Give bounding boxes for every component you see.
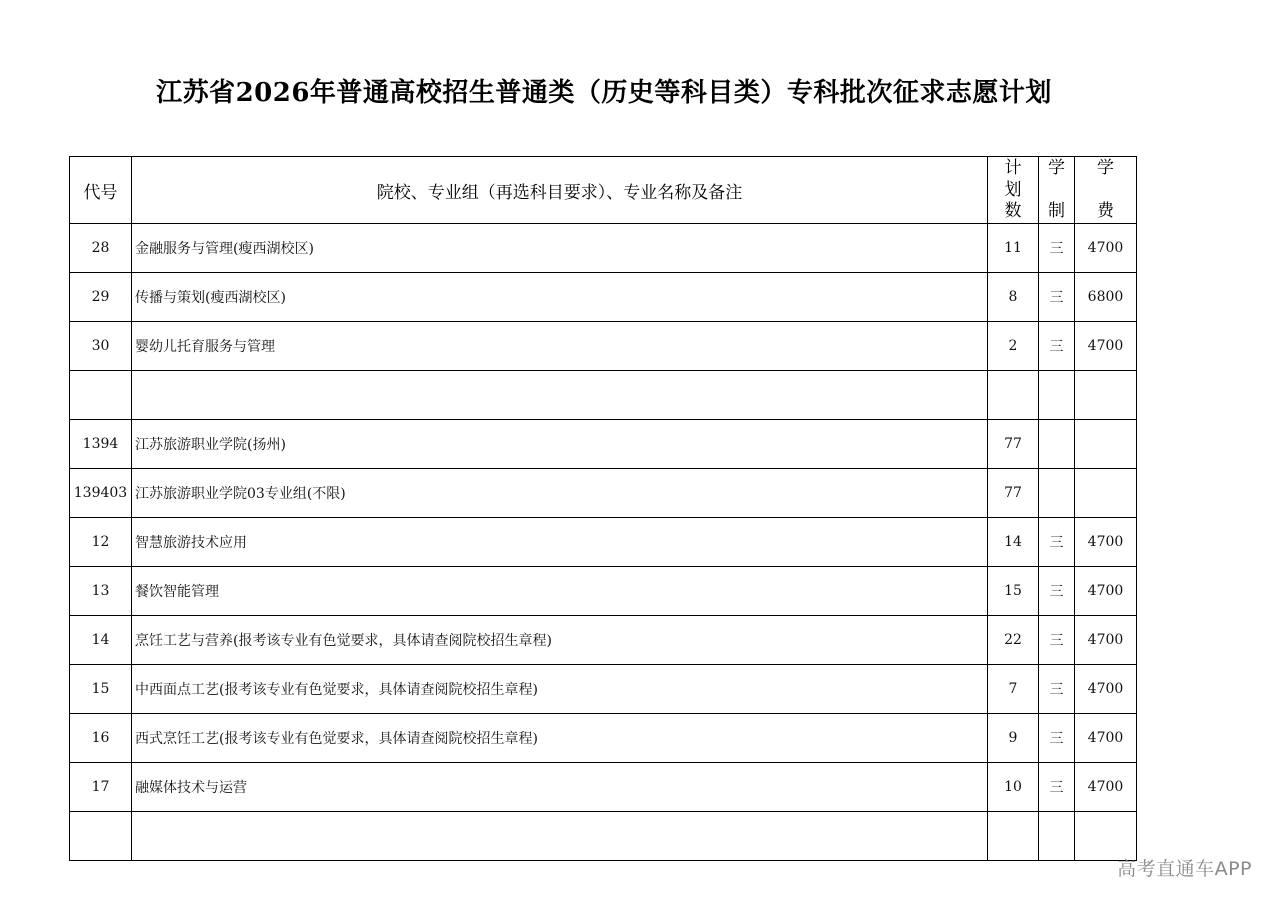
cell-fee: 4700 (1075, 763, 1137, 812)
cell-code: 30 (70, 322, 132, 371)
cell-fee: 4700 (1075, 616, 1137, 665)
cell-name: 中西面点工艺(报考该专业有色觉要求，具体请查阅院校招生章程) (132, 665, 988, 714)
cell-name: 餐饮智能管理 (132, 567, 988, 616)
table-row (70, 273, 1137, 322)
table-header-row (70, 157, 1137, 224)
header-plan (988, 157, 1039, 224)
header-fee (1075, 157, 1137, 224)
table-row (70, 518, 1137, 567)
cell-name: 融媒体技术与运营 (132, 763, 988, 812)
cell-fee: 4700 (1075, 224, 1137, 273)
cell-length: 三 (1039, 322, 1075, 371)
table-row (70, 714, 1137, 763)
cell-code: 15 (70, 665, 132, 714)
cell-length: 三 (1039, 665, 1075, 714)
table-row-empty (70, 371, 1137, 420)
header-length-char-1: 学 (1048, 158, 1065, 178)
cell-code: 13 (70, 567, 132, 616)
header-name: 院校、专业组（再选科目要求）、专业名称及备注 (132, 157, 988, 224)
cell-fee: 4700 (1075, 322, 1137, 371)
cell-code: 29 (70, 273, 132, 322)
cell-fee (1075, 371, 1137, 420)
cell-plan (988, 812, 1039, 861)
cell-plan: 77 (988, 469, 1039, 518)
watermark: 高考直通车APP (1117, 858, 1252, 880)
cell-code (70, 812, 132, 861)
cell-name: 烹饪工艺与营养(报考该专业有色觉要求，具体请查阅院校招生章程) (132, 616, 988, 665)
cell-code: 14 (70, 616, 132, 665)
table-row (70, 224, 1137, 273)
cell-name: 婴幼儿托育服务与管理 (132, 322, 988, 371)
cell-code (70, 371, 132, 420)
cell-length: 三 (1039, 273, 1075, 322)
cell-length: 三 (1039, 224, 1075, 273)
header-code: 代号 (70, 157, 132, 224)
cell-length: 三 (1039, 567, 1075, 616)
cell-plan: 9 (988, 714, 1039, 763)
cell-code: 1394 (70, 420, 132, 469)
cell-length (1039, 469, 1075, 518)
cell-length (1039, 371, 1075, 420)
cell-plan: 7 (988, 665, 1039, 714)
cell-fee: 4700 (1075, 665, 1137, 714)
document-title: 江苏省2026年普通高校招生普通类（历史等科目类）专科批次征求志愿计划 (156, 78, 1052, 108)
cell-fee: 6800 (1075, 273, 1137, 322)
header-plan-char-3: 数 (1004, 201, 1022, 221)
cell-name (132, 812, 988, 861)
cell-name: 西式烹饪工艺(报考该专业有色觉要求，具体请查阅院校招生章程) (132, 714, 988, 763)
cell-plan: 11 (988, 224, 1039, 273)
table-row-empty (70, 812, 1137, 861)
table-row (70, 616, 1137, 665)
cell-length: 三 (1039, 518, 1075, 567)
cell-name: 江苏旅游职业学院03专业组(不限) (132, 469, 988, 518)
header-fee-char-1: 学 (1097, 158, 1114, 178)
cell-fee (1075, 469, 1137, 518)
cell-plan: 14 (988, 518, 1039, 567)
cell-code: 28 (70, 224, 132, 273)
cell-code: 139403 (70, 469, 132, 518)
header-length-char-2: 制 (1048, 201, 1065, 221)
cell-plan (988, 371, 1039, 420)
cell-fee: 4700 (1075, 714, 1137, 763)
cell-length: 三 (1039, 763, 1075, 812)
header-plan-char-1: 计 (1004, 158, 1022, 178)
header-fee-char-2: 费 (1097, 201, 1114, 221)
cell-fee (1075, 420, 1137, 469)
table-row (70, 567, 1137, 616)
cell-name (132, 371, 988, 420)
cell-fee: 4700 (1075, 518, 1137, 567)
enrollment-plan-table (69, 156, 1137, 861)
cell-plan: 15 (988, 567, 1039, 616)
cell-length: 三 (1039, 616, 1075, 665)
cell-code: 16 (70, 714, 132, 763)
cell-plan: 8 (988, 273, 1039, 322)
cell-length (1039, 420, 1075, 469)
cell-code: 17 (70, 763, 132, 812)
cell-name: 智慧旅游技术应用 (132, 518, 988, 567)
cell-fee: 4700 (1075, 567, 1137, 616)
cell-plan: 77 (988, 420, 1039, 469)
cell-code: 12 (70, 518, 132, 567)
cell-name: 江苏旅游职业学院(扬州) (132, 420, 988, 469)
table-row (70, 665, 1137, 714)
header-plan-char-2: 划 (1004, 179, 1022, 200)
cell-plan: 10 (988, 763, 1039, 812)
table-row-group (70, 469, 1137, 518)
table-row (70, 322, 1137, 371)
cell-length (1039, 812, 1075, 861)
table-row-school (70, 420, 1137, 469)
cell-name: 传播与策划(瘦西湖校区) (132, 273, 988, 322)
cell-length: 三 (1039, 714, 1075, 763)
table-row (70, 763, 1137, 812)
cell-plan: 2 (988, 322, 1039, 371)
cell-plan: 22 (988, 616, 1039, 665)
header-length (1039, 157, 1075, 224)
cell-name: 金融服务与管理(瘦西湖校区) (132, 224, 988, 273)
